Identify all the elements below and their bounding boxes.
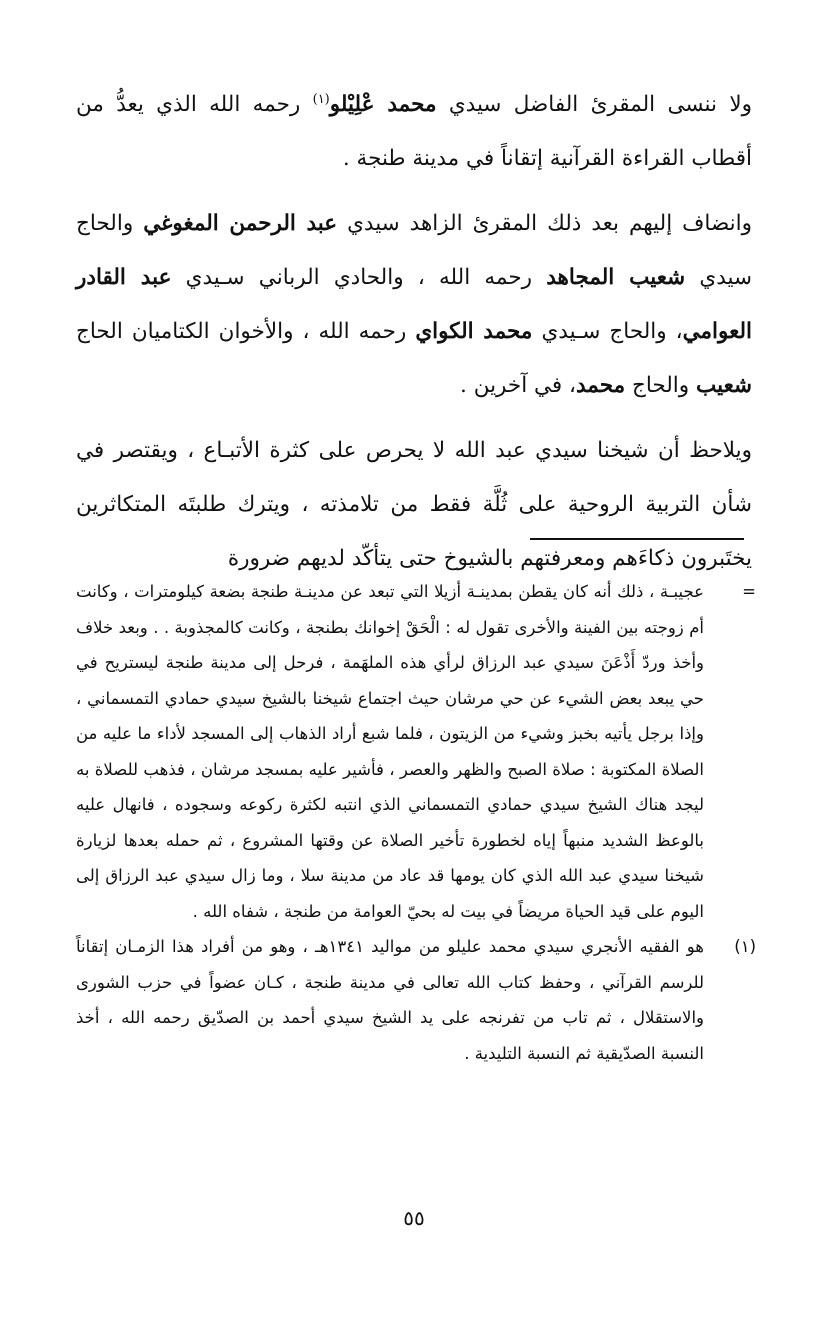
para2-text-g: ، في آخرين . (460, 373, 576, 398)
footnote-1 (76, 929, 760, 1071)
footnote-continuation-text: عجيبـة ، ذلك أنه كان يقطن بمدينـة أزيلا التي تبعد عن مدينـة طنجة بضعة كيلومترات ، وكانت أم زوجته بين الفينة والأخرى تقول له : الْحَقْ إخوانك بطنجة ، وكانت كالمجذوبة . . وبعد خلاف وأخذ وردّ أَذْعَنَ سيدي عبد الرزاق لرأي هذه الملهَمة ، فرحل إلى مدينة طنجة ليستريح في حي يبعد بعض الشيء عن حي مرشان حيث اجتماع شيخنا بالشيخ سيدي حمادي التمسماني ، وإذا برجل يأتيه بخبز وشيء من الزيتون ، فلما شبع أراد الذهاب إلى المسجد لأداء ما عليه من الصلاة المكتوبة : صلاة الصبح والظهر والعصر ، فأشير عليه بمسجد مرشان ، فذهب للصلاة به ليجد هناك الشيخ سيدي حمادي التمسماني الذي انتبه لكثرة ركوعه وسجوده ، فانهال عليه بالوعظ الشديد منبهاً إياه لخطورة تأخير الصلاة عن وقتها المشروع ، ثم حمله بعدها لزيارة شيخنا سيدي عبد الله الذي كان يومها قد عاد من مدينة سلا ، وما زال سيدي عبد الرزاق إلى اليوم على قيد الحياة مريضاً في بيت له بحيّ العوامة من طنجة ، شفاه الله . (76, 582, 704, 921)
para2-text-b: والحاج سيدي (76, 211, 753, 290)
para1-text-b: رحمه الله الذي يعدُّ من أقطاب القراءة القرآنية إتقاناً في مدينة طنجة . (76, 92, 752, 171)
para2-text-c: رحمه الله ، والحادي الرباني سـيدي (171, 265, 547, 290)
name-abderrahman-mghoughi: عبد الرحمن المغوغي (143, 211, 338, 236)
main-text (76, 78, 752, 597)
paragraph-2 (76, 197, 752, 413)
para2-text-e: رحمه الله ، والأخوان الكتاميان الحاج (76, 319, 416, 344)
para2-text-a: وانضاف إليهم بعد ذلك المقرئ الزاهد سيدي (337, 211, 752, 236)
name-mohamed: محمد (575, 373, 626, 398)
continuation-mark: = (742, 582, 756, 601)
name-chouaib-moujahid: شعيب المجاهد (546, 265, 686, 290)
para2-text-d: ، والحاج سـيدي (532, 319, 683, 344)
footnote-ref-1[interactable]: (١) (312, 91, 330, 107)
paragraph-3: ويلاحظ أن شيخنا سيدي عبد الله لا يحرص على كثرة الأتبـاع ، ويقتصر في شأن التربية الروحية على ثُلَّة فقط من تلامذته ، ويترك طلبتَه المتكاثرين يختَبرون ذكاءَهم ومعرفتهم بالشيوخ حتى يتأكّد لديهم ضرورة (76, 438, 752, 571)
name-chouaib: شعيب (696, 373, 752, 398)
name-abdelkader-awami: عبد القادر العوامي (76, 265, 753, 344)
name-mohamed-kawai: محمد الكواي (415, 319, 533, 344)
para1-text-a: ولا ننسى المقرئ الفاضل سيدي (436, 92, 752, 117)
footnote-divider (530, 538, 744, 540)
name-mohamed-alilou: محمد عْلِيْلو (329, 92, 437, 117)
footnote-1-mark: (١) (734, 937, 756, 956)
page-number: ٥٥ (403, 1206, 425, 1230)
footnote-continuation (76, 574, 760, 929)
para2-text-f: والحاج (625, 373, 696, 398)
footnote-1-text: هو الفقيه الأنجري سيدي محمد عليلو من مواليد ١٣٤١هـ ، وهو من أفراد هذا الزمـان إتقاناً للرسم القرآني ، وحفظ كتاب الله تعالى في مدينة طنجة ، كـان عضواً في حزب الشورى والاستقلال ، ثم تاب من تفرنجه على يد الشيخ سيدي أحمد بن الصدّيق رحمه الله ، أخذ النسبة الصدّيقية ثم النسبة التليدية . (76, 937, 704, 1063)
paragraph-1 (76, 78, 752, 186)
footnotes (76, 574, 760, 1071)
